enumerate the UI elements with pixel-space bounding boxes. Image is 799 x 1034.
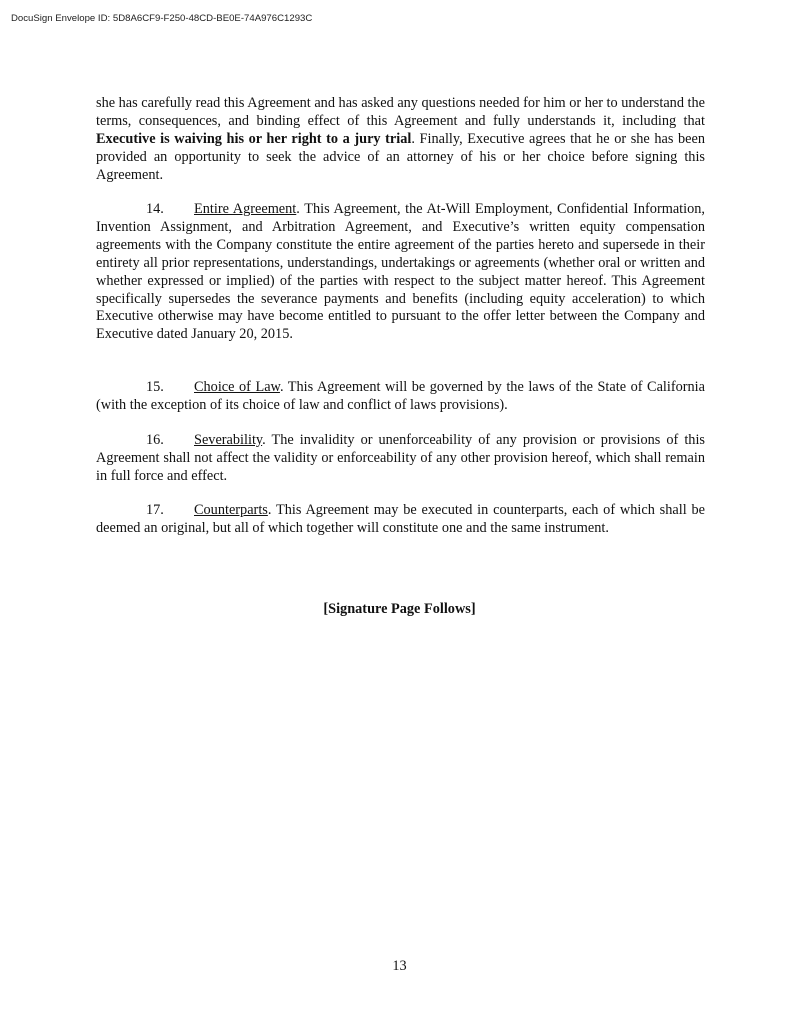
section-14 xyxy=(96,201,705,344)
section-text: . This Agreement may be executed in counterparts, each of which shall be deemed an original, but all of which together will constitute one and the same instrument. xyxy=(96,502,705,536)
section-16 xyxy=(96,432,705,486)
docusign-envelope-id: DocuSign Envelope ID: 5D8A6CF9-F250-48CD-BE0E-74A976C1293C xyxy=(11,13,313,24)
section-number: 14. xyxy=(146,201,164,217)
section-17 xyxy=(96,502,705,538)
section-text: . This Agreement will be governed by the laws of the State of California (with the exception of its choice of law and conflict of laws provisions). xyxy=(96,379,705,413)
jury-trial-waiver: Executive is waiving his or her right to a jury trial xyxy=(96,130,412,147)
section-number: 17. xyxy=(146,502,164,518)
section-15 xyxy=(96,379,705,415)
page-number: 13 xyxy=(392,958,407,974)
section-heading: Severability xyxy=(194,432,263,448)
section-number: 15. xyxy=(146,379,164,395)
section-text: . The invalidity or unenforceability of any provision or provisions of this Agreement shall not affect the validity or enforceability of any other provision hereof, which shall remain in full force and effect. xyxy=(96,432,705,484)
section-heading: Counterparts xyxy=(194,502,268,518)
intro-text-after: . Finally, Executive agrees that he or she has been provided an opportunity to seek the advice of an attorney of his or her choice before signing this Agreement. xyxy=(96,130,705,183)
section-text: . This Agreement, the At-Will Employment, Confidential Information, Invention Assignment, and Arbitration Agreement, and Executive’s written equity compensation agreements with the Company constitute the entire agreement of the parties hereto and supersede in their entirety all prior representations, understandings, undertakings or agreements (whether oral or written and whether expressed or implied) of the parties with respect to the subject matter hereof. This Agreement specifically supersedes the severance payments and benefits (including equity acceleration) to which Executive otherwise may have become entitled to pursuant to the offer letter between the Company and Executive dated January 20, 2015. xyxy=(96,201,705,343)
section-heading: Choice of Law xyxy=(194,379,280,395)
section-heading: Entire Agreement xyxy=(194,201,297,217)
intro-paragraph xyxy=(96,95,705,185)
intro-text-before: she has carefully read this Agreement and has asked any questions needed for him or her to understand the terms, consequences, and binding effect of this Agreement and fully understands it, including that xyxy=(96,95,706,129)
signature-page-follows: [Signature Page Follows] xyxy=(323,601,476,617)
section-number: 16. xyxy=(146,432,164,448)
